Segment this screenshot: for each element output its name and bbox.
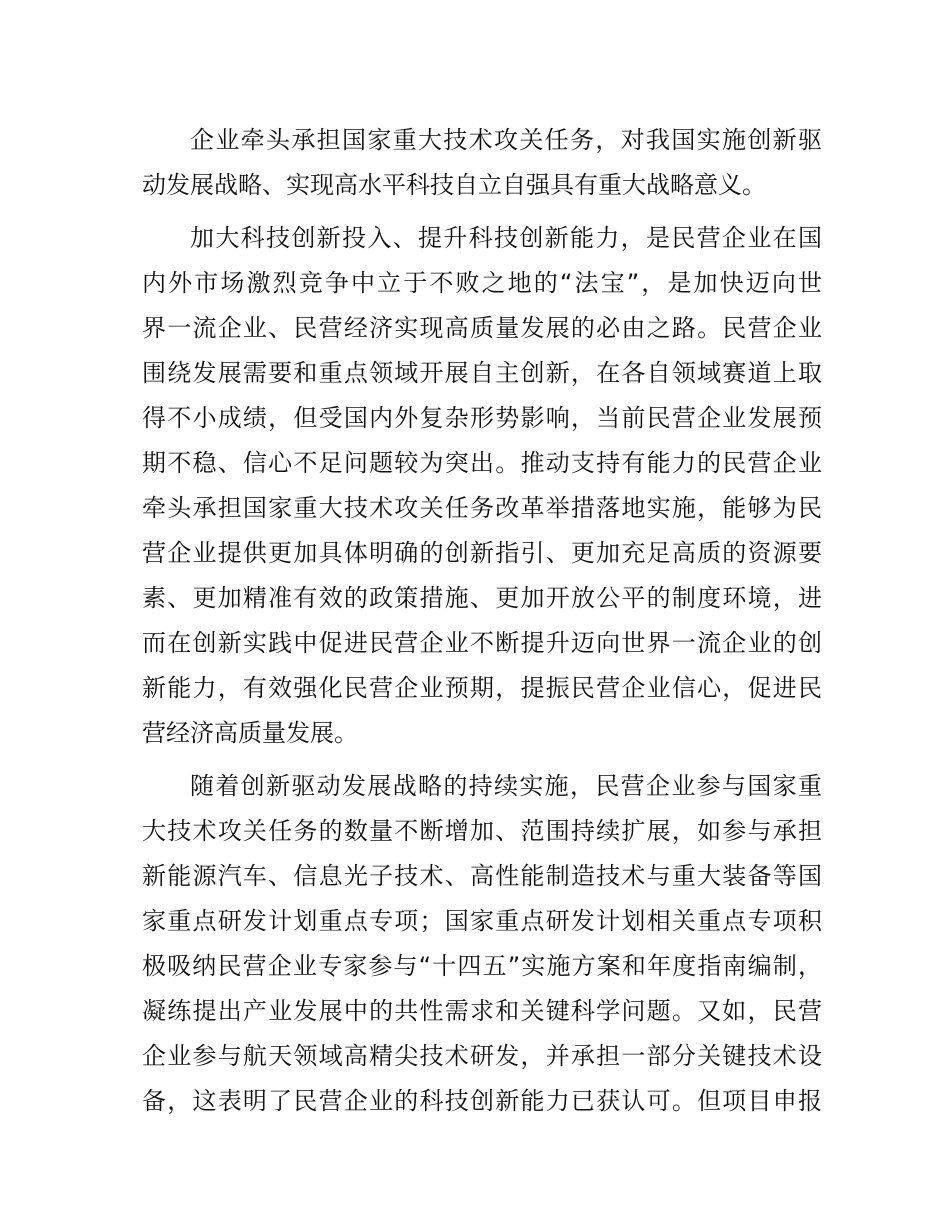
paragraph-2-line-7: 牵头承担国家重大技术攻关任务改革举措落地实施，能够为民 <box>142 494 822 522</box>
paragraph-2-line-9: 素、更加精准有效的政策措施、更加开放公平的制度环境，进 <box>142 584 822 612</box>
paragraph-3-line-2: 大技术攻关任务的数量不断增加、范围持续扩展，如参与承担 <box>142 817 822 845</box>
paragraph-3-line-5: 极吸纳民营企业专家参与“十四五”实施方案和年度指南编制， <box>142 952 822 980</box>
paragraph-2-line-2: 内外市场激烈竞争中立于不败之地的“法宝”，是加快迈向世 <box>142 269 822 297</box>
paragraph-2-line-6: 期不稳、信心不足问题较为突出。推动支持有能力的民营企业 <box>142 449 822 477</box>
paragraph-3-line-6: 凝练提出产业发展中的共性需求和关键科学问题。又如，民营 <box>142 997 822 1025</box>
paragraph-2-line-5: 得不小成绩，但受国内外复杂形势影响，当前民营企业发展预 <box>142 404 822 432</box>
paragraph-3-line-3: 新能源汽车、信息光子技术、高性能制造技术与重大装备等国 <box>142 862 822 890</box>
paragraph-1-line-1: 企业牵头承担国家重大技术攻关任务，对我国实施创新驱 <box>190 126 822 154</box>
paragraph-2-line-12: 营经济高质量发展。 <box>142 719 358 747</box>
paragraph-3-line-7: 企业参与航天领域高精尖技术研发，并承担一部分关键技术设 <box>142 1042 822 1070</box>
paragraph-2-line-4: 围绕发展需要和重点领域开展自主创新，在各自领域赛道上取 <box>142 359 822 387</box>
paragraph-1-line-2: 动发展战略、实现高水平科技自立自强具有重大战略意义。 <box>142 171 766 199</box>
paragraph-2-line-8: 营企业提供更加具体明确的创新指引、更加充足高质的资源要 <box>142 539 822 567</box>
paragraph-2-line-11: 新能力，有效强化民营企业预期，提振民营企业信心，促进民 <box>142 674 822 702</box>
paragraph-3-line-4: 家重点研发计划重点专项；国家重点研发计划相关重点专项积 <box>142 907 822 935</box>
paragraph-2-line-1: 加大科技创新投入、提升科技创新能力，是民营企业在国 <box>190 224 822 252</box>
paragraph-2-line-3: 界一流企业、民营经济实现高质量发展的必由之路。民营企业 <box>142 314 822 342</box>
paragraph-3-line-8: 备，这表明了民营企业的科技创新能力已获认可。但项目申报 <box>142 1087 822 1115</box>
paragraph-2-line-10: 而在创新实践中促进民营企业不断提升迈向世界一流企业的创 <box>142 629 822 657</box>
paragraph-3-line-1: 随着创新驱动发展战略的持续实施，民营企业参与国家重 <box>190 772 822 800</box>
